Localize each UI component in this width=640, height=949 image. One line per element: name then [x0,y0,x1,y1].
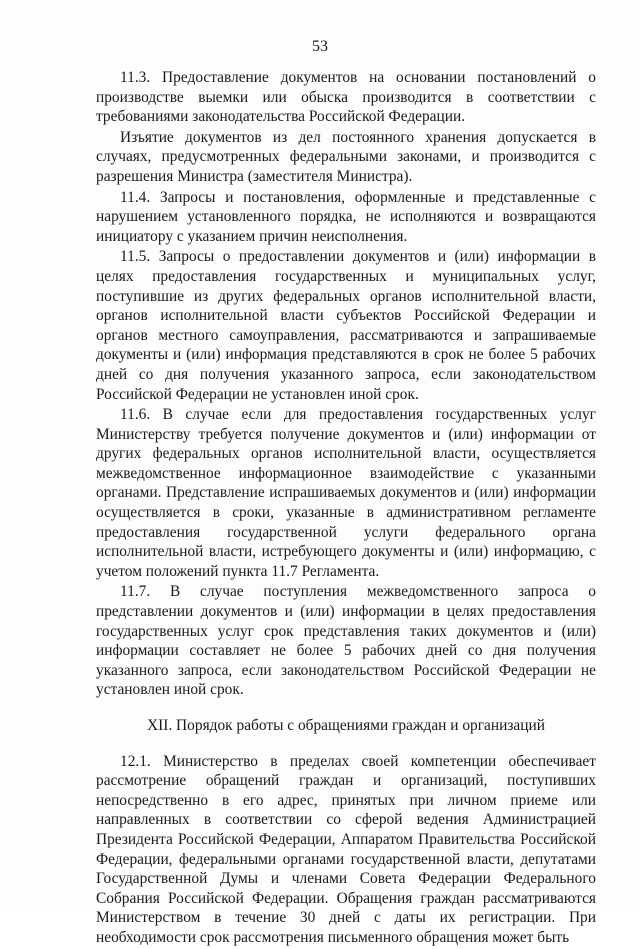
paragraph-11-4: 11.4. Запросы и постановления, оформленные и представленные с нарушением установленного порядка, не исполняются и возвращаются инициатору с указанием причин неисполнения. [96,188,596,245]
page-number: 53 [312,38,328,55]
paragraph-11-3: 11.3. Предоставление документов на основании постановлений о производстве выемки или обыска производится в соответствии с требованиями законодательства Российской Федерации. [96,69,596,126]
paragraph-12-1: 12.1. Министерство в пределах своей компетенции обеспечивает рассмотрение обращений граждан и организаций, поступивших непосредственно в его адрес, принятых при личном приеме или направленных в соответствии со сферой ведения Администрацией Президента Российской Федерации, Аппаратом Правительства Российской Федерации, федеральными органами государственной власти, депутатами Государственной Думы и членами Совета Федерации Федерального Собрания Российской Федерации. Обращения граждан рассматриваются Министерством в течение 30 дней с даты их регистрации. При необходимости срок рассмотрения письменного обращения может быть [96,752,596,946]
section-heading: XII. Порядок работы с обращениями граждан и организаций [147,717,545,734]
document-body [96,68,596,949]
paragraph-11-7: 11.7. В случае поступления межведомственного запроса о представлении документов и (или) информации в целях предоставления государственных услуг срок представления таких документов и (или) информации составляет не более 5 рабочих дней со дня получения указанного запроса, если законодательством Российской Федерации не установлен иной срок. [96,583,596,699]
paragraph-withdrawal: Изъятие документов из дел постоянного хранения допускается в случаях, предусмотренных федеральными законами, и производится с разрешения Министра (заместителя Министра). [96,128,596,185]
paragraph-11-5: 11.5. Запросы о предоставлении документов и (или) информации в целях предоставления государственных и муниципальных услуг, поступившие из других федеральных органов исполнительной власти, органов исполнительной власти субъектов Российской Федерации и органов местного самоуправления, рассматриваются и запрашиваемые документы и (или) информация представляются в срок не более 5 рабочих дней со дня получения указанного запроса, если законодательством Российской Федерации не установлен иной срок. [96,248,596,403]
paragraph-11-6: 11.6. В случае если для предоставления государственных услуг Министерству требуется получение документов и (или) информации от других федеральных органов исполнительной власти, осуществляется межведомственное информационное взаимодействие с указанными органами. Представление испрашиваемых документов и (или) информации осуществляется в сроки, указанные в административном регламенте предоставления государственной услуги федерального органа исполнительной власти, истребующего документы и (или) информацию, с учетом положений пункта 11.7 Регламента. [96,406,596,580]
